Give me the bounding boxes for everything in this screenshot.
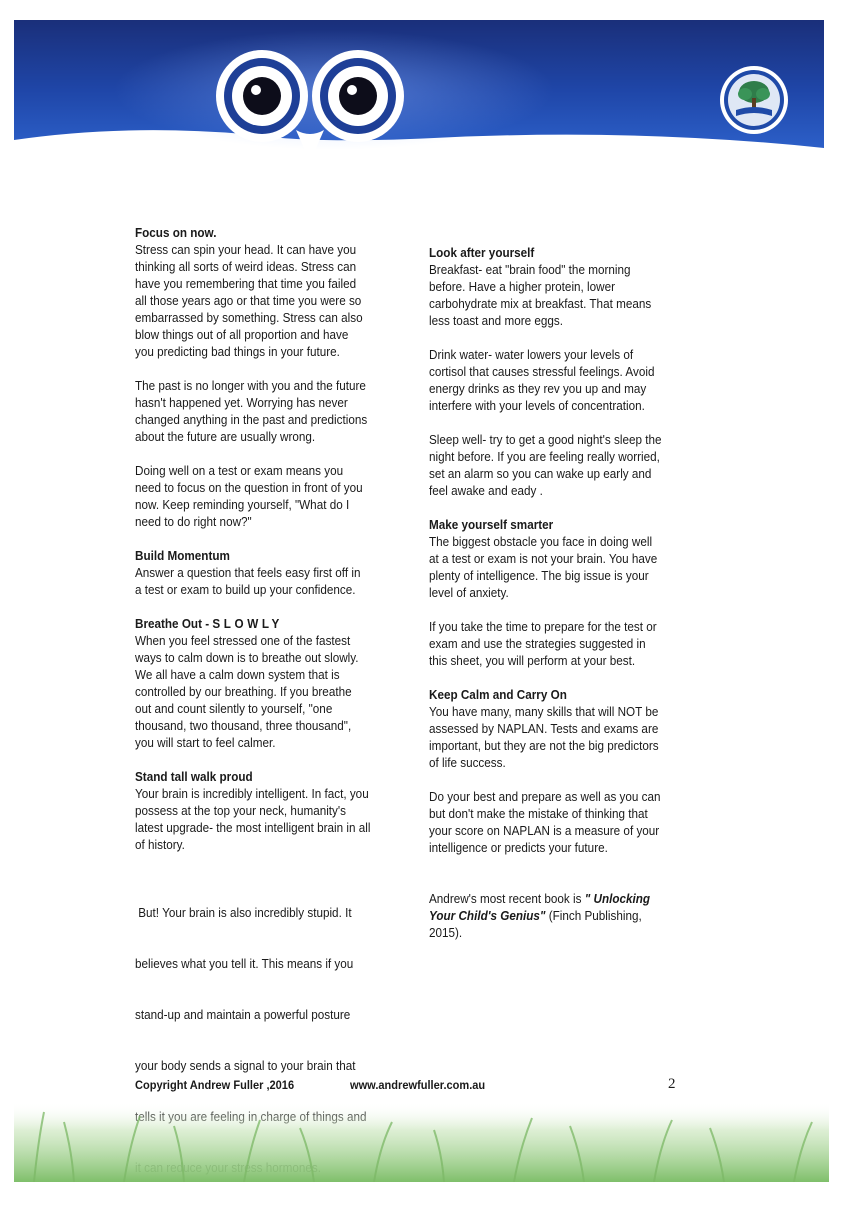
calm-paragraph-1: You have many, many skills that will NOT be assessed by NAPLAN. Tests and exams are important, but they are not the big predictors of life success. [429,704,659,770]
page-number: 2 [668,1076,676,1092]
look-after-heading: Look after yourself [429,245,535,260]
look-after-paragraph-2: Drink water- water lowers your levels of cortisol that causes stressful feelings. Avoid energy drinks as they rev you up and may interfere with your levels of concentration. [429,347,655,413]
focus-heading: Focus on now. [135,225,217,240]
book-note: Andrew's most recent book is " Unlocking Your Child's Genius" (Finch Publishing, 2015). [429,891,651,940]
stand-paragraph-2: But! Your brain is also incredibly stupid. It believes what you tell it. This means if you stand-up and maintain a powerful posture your body sends a signal to your brain that [135,905,356,1073]
look-after-paragraph-1: Breakfast- eat "brain food" the morning before. Have a higher protein, lower carbohydrate mix at breakfast. That means less toast and more eggs. [429,262,652,328]
breathe-heading-slowly: SLOWLY [212,616,283,631]
momentum-paragraph: Answer a question that feels easy first off in a test or exam to build up your confidence. [135,565,361,597]
grass-footer-decoration [14,1082,829,1182]
book-title-part-1: " Unlocking [584,891,651,906]
owl-eyes-icon [210,38,410,166]
calm-heading: Keep Calm and Carry On [429,687,567,702]
breathe-paragraph: When you feel stressed one of the fastest ways to calm down is to breathe out slowly. We all have a calm down system that is controlled by our breathing. If you breathe out and count silently to yourself, "one thousand, two thousand, three thousand", you will start to feel calmer. [135,633,359,750]
footer-copyright: Copyright Andrew Fuller ,2016 [135,1078,295,1092]
header-banner [14,20,824,180]
tree-book-logo-icon [718,64,790,136]
breathe-heading: Breathe Out - SLOWLY [135,616,283,631]
focus-paragraph-3: Doing well on a test or exam means you need to focus on the question in front of you now. Keep reminding yourself, "What do I need to do right now?" [135,463,363,529]
smarter-paragraph-1: The biggest obstacle you face in doing well at a test or exam is not your brain. You have plenty of intelligence. The big issue is your level of anxiety. [429,534,658,600]
smarter-paragraph-2: If you take the time to prepare for the test or exam and use the strategies suggested in this sheet, you will perform at your best. [429,619,657,668]
focus-paragraph-1: Stress can spin your head. It can have you thinking all sorts of weird ideas. Stress can have you remembering that time you failed all those years ago or that time you were so embarrassed by something. Stress can also blow things out of all proportion and have you predicting bad things in your future. [135,242,363,359]
stand-heading: Stand tall walk proud [135,769,253,784]
momentum-heading: Build Momentum [135,548,230,563]
book-title-part-2: Your Child's Genius" [429,908,546,923]
look-after-paragraph-3: Sleep well- try to get a good night's sleep the night before. If you are feeling really worried, set an alarm so you can wake up early and feel awake and eady . [429,432,662,498]
calm-paragraph-2: Do your best and prepare as well as you can but don't make the mistake of thinking that your score on NAPLAN is a measure of your intelligence or predicts your future. [429,789,661,855]
stand-paragraph-1: Your brain is incredibly intelligent. In fact, you possess at the top your neck, humanity's latest upgrade- the most intelligent brain in all of history. [135,786,371,852]
focus-paragraph-2: The past is no longer with you and the future hasn't happened yet. Worrying has never changed anything in the past and predictions about the future are usually wrong. [135,378,368,444]
left-column [135,224,390,1210]
smarter-heading: Make yourself smarter [429,517,554,532]
right-column [429,244,691,941]
footer-url[interactable]: www.andrewfuller.com.au [350,1078,486,1092]
